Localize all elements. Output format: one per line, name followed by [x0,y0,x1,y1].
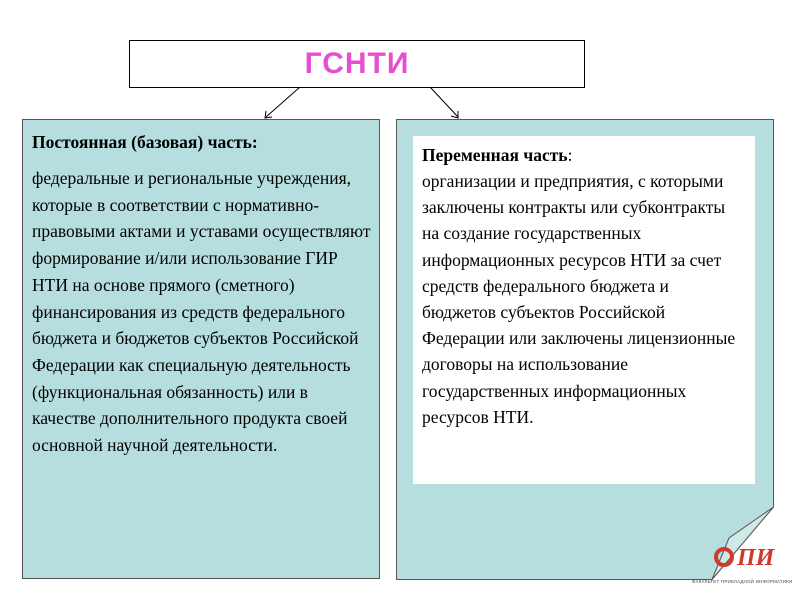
faculty-logo [690,543,800,600]
permanent-part-panel [22,119,380,579]
variable-part-heading-line [422,143,746,168]
arrow-right [430,87,458,117]
variable-part-heading-colon: : [567,145,573,165]
logo-text: ПИ [737,545,775,571]
connector-arrows [0,0,800,130]
arrow-right-head [451,111,458,118]
arrow-left [266,87,300,117]
permanent-part-text: федеральные и региональные учреждения, которые в соответствии с нормативно-правовыми актами и уставами осуществляют формирование и/или использование ГИР НТИ на основе прямого (сметного) финансирования из средств федерального бюджета и бюджетов субъектов Российской Федерации как специальную деятельность (функциональная обязанность) или в качестве дополнительного продукта своей основной научной деятельности. [32,168,371,456]
page-title: ГСНТИ [304,47,410,80]
variable-part-panel [396,119,774,579]
logo-caption: ФАКУЛЬТЕТ ПРИКЛАДНОЙ ИНФОРМАТИКИ [692,579,793,584]
variable-part-text: организации и предприятия, с которыми заключены контракты или субконтракты на создание государственных информационных ресурсов НТИ за счет средств федерального бюджета и бюджетов субъектов Российской Федерации или заключены лицензионные договоры на использование государственных информационных ресурсов НТИ. [422,171,736,427]
variable-part-heading: Переменная часть [422,145,568,165]
variable-part-text-box [413,136,755,484]
permanent-part-heading: Постоянная (базовая) часть: [32,132,258,152]
logo-ring-icon [714,547,734,567]
